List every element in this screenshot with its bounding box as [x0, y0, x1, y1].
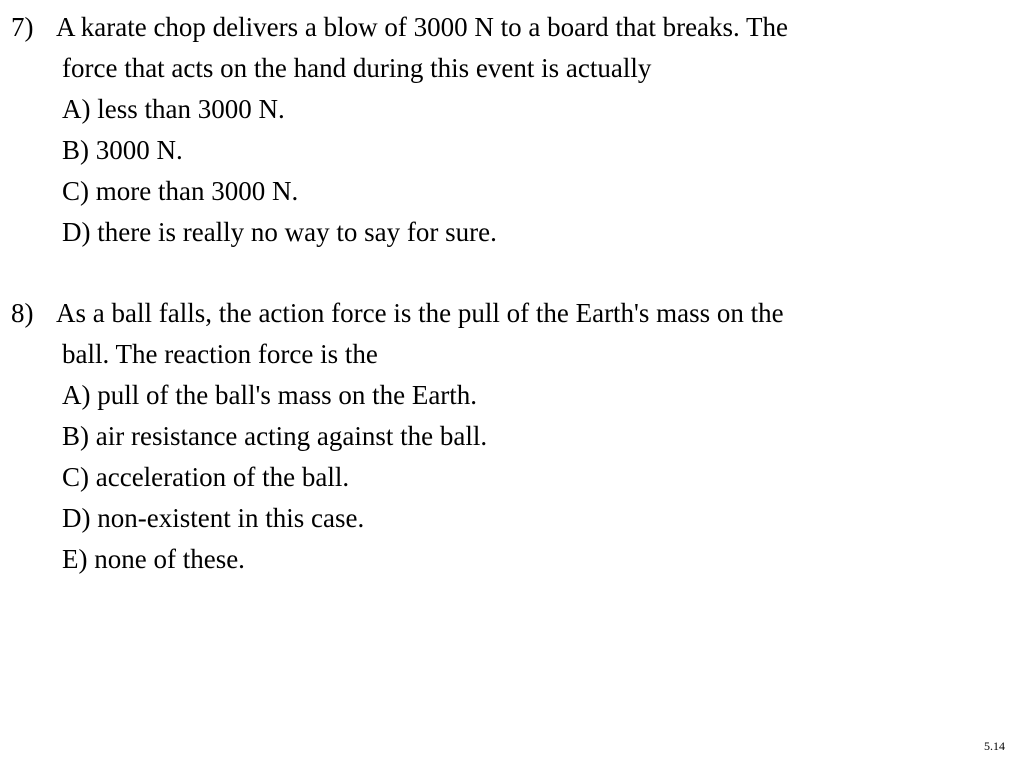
answer-option-a	[11, 375, 1011, 416]
option-label: A)	[62, 380, 91, 410]
answer-option-b	[11, 130, 1011, 171]
option-label: C)	[62, 462, 89, 492]
option-text: non-existent in this case.	[97, 503, 365, 533]
question-number: 8)	[11, 298, 34, 328]
option-text: acceleration of the ball.	[95, 462, 350, 492]
option-text: air resistance acting against the ball.	[95, 421, 488, 451]
question-stem-line	[11, 334, 1011, 375]
option-label: B)	[62, 135, 89, 165]
answer-option-c	[11, 171, 1011, 212]
option-label: A)	[62, 94, 91, 124]
answer-option-e	[11, 539, 1011, 580]
question-stem-text: ball. The reaction force is the	[62, 339, 378, 369]
question-number: 7)	[11, 12, 34, 42]
option-label: C)	[62, 176, 89, 206]
answer-option-c	[11, 457, 1011, 498]
question-stem-line	[11, 7, 1011, 48]
option-label: B)	[62, 421, 89, 451]
option-text: more than 3000 N.	[95, 176, 299, 206]
option-label: E)	[62, 544, 88, 574]
option-label: D)	[62, 503, 91, 533]
answer-option-d	[11, 498, 1011, 539]
question-stem-text: force that acts on the hand during this event is actually	[62, 53, 652, 83]
answer-option-a	[11, 89, 1011, 130]
question-stem-text: As a ball falls, the action force is the pull of the Earth's mass on the	[56, 298, 784, 328]
question-stem-line	[11, 293, 1011, 334]
question-8	[11, 293, 1011, 580]
answer-option-d	[11, 212, 1011, 253]
option-text: pull of the ball's mass on the Earth.	[97, 380, 478, 410]
option-text: there is really no way to say for sure.	[97, 217, 497, 247]
question-stem-text: A karate chop delivers a blow of 3000 N to a board that breaks. The	[56, 12, 789, 42]
option-label: D)	[62, 217, 91, 247]
page-number: 5.14	[984, 739, 1005, 753]
question-7	[11, 7, 1011, 253]
option-text: 3000 N.	[95, 135, 183, 165]
option-text: none of these.	[94, 544, 245, 574]
answer-option-b	[11, 416, 1011, 457]
option-text: less than 3000 N.	[97, 94, 285, 124]
question-stem-line	[11, 48, 1011, 89]
